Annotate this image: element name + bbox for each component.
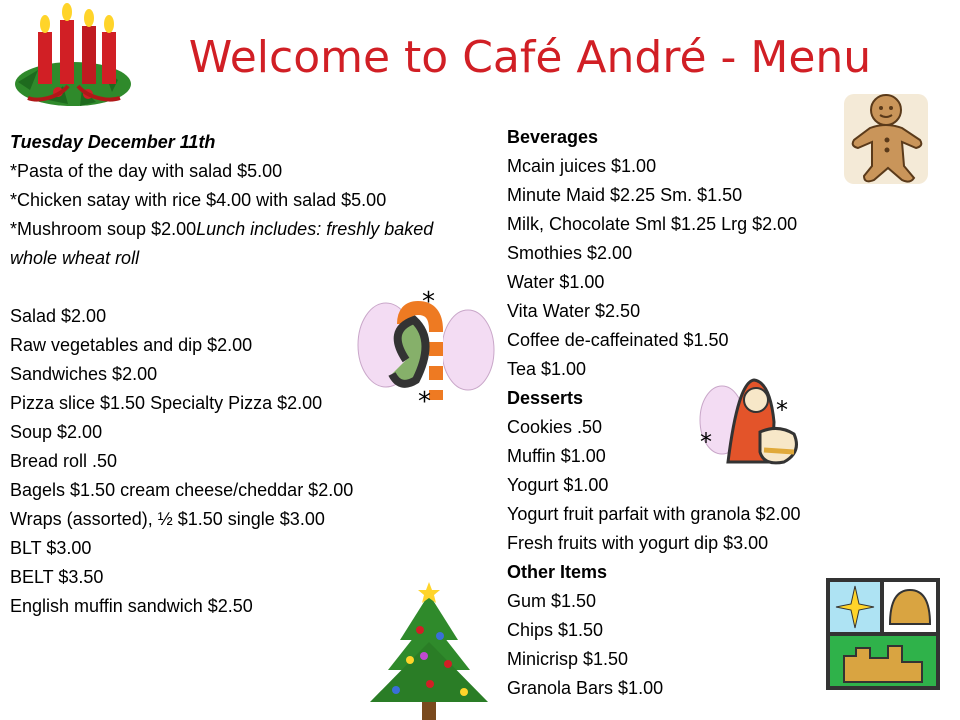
menu-item: Raw vegetables and dip $2.00 <box>10 335 253 355</box>
spacer <box>10 273 480 302</box>
beverage-item: Tea $1.00 <box>507 359 587 379</box>
candles-clipart-icon <box>8 2 138 110</box>
beverages-heading: Beverages <box>507 127 599 147</box>
menu-item: Bread roll .50 <box>10 451 118 471</box>
svg-text:*: * <box>700 428 712 456</box>
soup-special-text: *Mushroom soup $2.00 <box>10 219 197 239</box>
beverage-item: Vita Water $2.50 <box>507 301 641 321</box>
special-item: *Chicken satay with rice $4.00 with salad $5.00 <box>10 190 387 210</box>
beverage-item: Water $1.00 <box>507 272 605 292</box>
svg-text:*: * <box>776 396 788 424</box>
menu-item: Pizza slice $1.50 Specialty Pizza $2.00 <box>10 393 323 413</box>
beverage-item: Coffee de-caffeinated $1.50 <box>507 330 729 350</box>
other-item: Granola Bars $1.00 <box>507 678 664 698</box>
svg-text:*: * <box>418 387 431 410</box>
beverage-item: Minute Maid $2.25 Sm. $1.50 <box>507 185 743 205</box>
dessert-item: Yogurt $1.00 <box>507 475 609 495</box>
lunch-includes-note: Lunch includes: freshly baked whole wheat roll <box>10 219 434 268</box>
beverage-item: Milk, Chocolate Sml $1.25 Lrg $2.00 <box>507 214 798 234</box>
special-item: *Pasta of the day with salad $5.00 <box>10 161 283 181</box>
other-item: Minicrisp $1.50 <box>507 649 629 669</box>
desserts-heading: Desserts <box>507 388 584 408</box>
dessert-item: Muffin $1.00 <box>507 446 606 466</box>
other-items-heading: Other Items <box>507 562 608 582</box>
lunch-menu-column <box>10 128 480 621</box>
menu-item: Salad $2.00 <box>10 306 107 326</box>
menu-item: BLT $3.00 <box>10 538 92 558</box>
dessert-item: Fresh fruits with yogurt dip $3.00 <box>507 533 769 553</box>
menu-item: BELT $3.50 <box>10 567 104 587</box>
menu-item: Bagels $1.50 cream cheese/cheddar $2.00 <box>10 480 354 500</box>
menu-date: Tuesday December 11th <box>10 132 216 152</box>
beverage-item: Smothies $2.00 <box>507 243 633 263</box>
dessert-item: Cookies .50 <box>507 417 603 437</box>
other-item: Gum $1.50 <box>507 591 597 611</box>
menu-item: Sandwiches $2.00 <box>10 364 158 384</box>
menu-item: Wraps (assorted), ½ $1.50 single $3.00 <box>10 509 325 529</box>
menu-item: Soup $2.00 <box>10 422 103 442</box>
beverages-desserts-column <box>507 123 947 703</box>
page-title: Welcome to Café André - Menu <box>188 32 872 83</box>
other-item: Chips $1.50 <box>507 620 604 640</box>
svg-text:*: * <box>422 290 435 317</box>
menu-item: English muffin sandwich $2.50 <box>10 596 253 616</box>
dessert-item: Yogurt fruit parfait with granola $2.00 <box>507 504 801 524</box>
soup-special <box>10 215 450 273</box>
beverage-item: Mcain juices $1.00 <box>507 156 657 176</box>
